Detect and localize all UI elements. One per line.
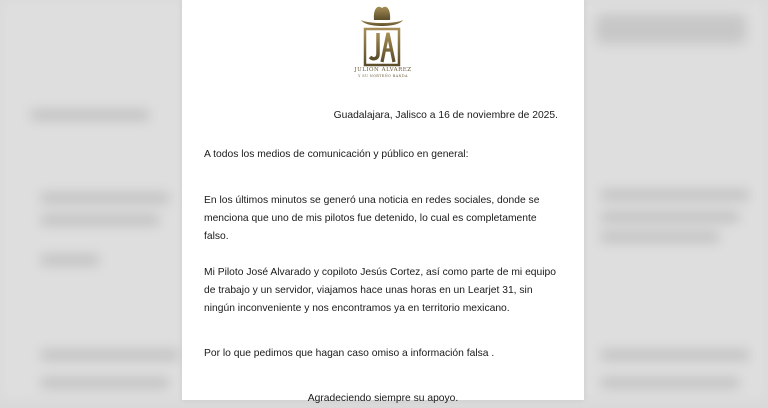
brand-tagline: Y SU NORTEÑO BANDA: [358, 74, 408, 78]
blurred-text-line: [40, 350, 180, 360]
blurred-text-line: [40, 255, 100, 265]
brand-caption: [350, 67, 416, 78]
paragraph-3: Por lo que pedimos que hagan caso omiso a información falsa .: [204, 348, 495, 359]
blurred-text-line: [600, 212, 740, 222]
blurred-logo-shape: [596, 14, 746, 44]
closing-line: Agradeciendo siempre su apoyo.: [307, 393, 459, 404]
date-line: Guadalajara, Jalisco a 16 de noviembre de 2025.: [333, 110, 558, 121]
blurred-text-line: [600, 378, 740, 388]
blurred-text-line: [30, 110, 150, 120]
blurred-text-line: [40, 215, 160, 225]
blurred-text-line: [600, 190, 750, 200]
brand-name: JULIÓN ÁLVAREZ: [354, 67, 412, 73]
blurred-text-line: [40, 378, 170, 388]
letter-page: [182, 0, 584, 404]
greeting: A todos los medios de comunicación y público en general:: [204, 149, 469, 160]
ja-monogram-hat-logo-icon: [357, 2, 407, 72]
blurred-text-line: [40, 193, 170, 203]
blurred-text-line: [600, 350, 750, 360]
paragraph-1: En los últimos minutos se generó una noticia en redes sociales, donde se menciona que uno de mis pilotos fue detenido, lo cual es completamente falso.: [204, 195, 540, 242]
paragraph-2: Mi Piloto José Alvarado y copiloto Jesús Cortez, así como parte de mi equipo de trabajo y un servidor, viajamos hace unas horas en un Learjet 31, sin ningún inconveniente y nos encontramos ya en territorio mexicano.: [204, 267, 556, 314]
blurred-text-line: [600, 232, 720, 242]
